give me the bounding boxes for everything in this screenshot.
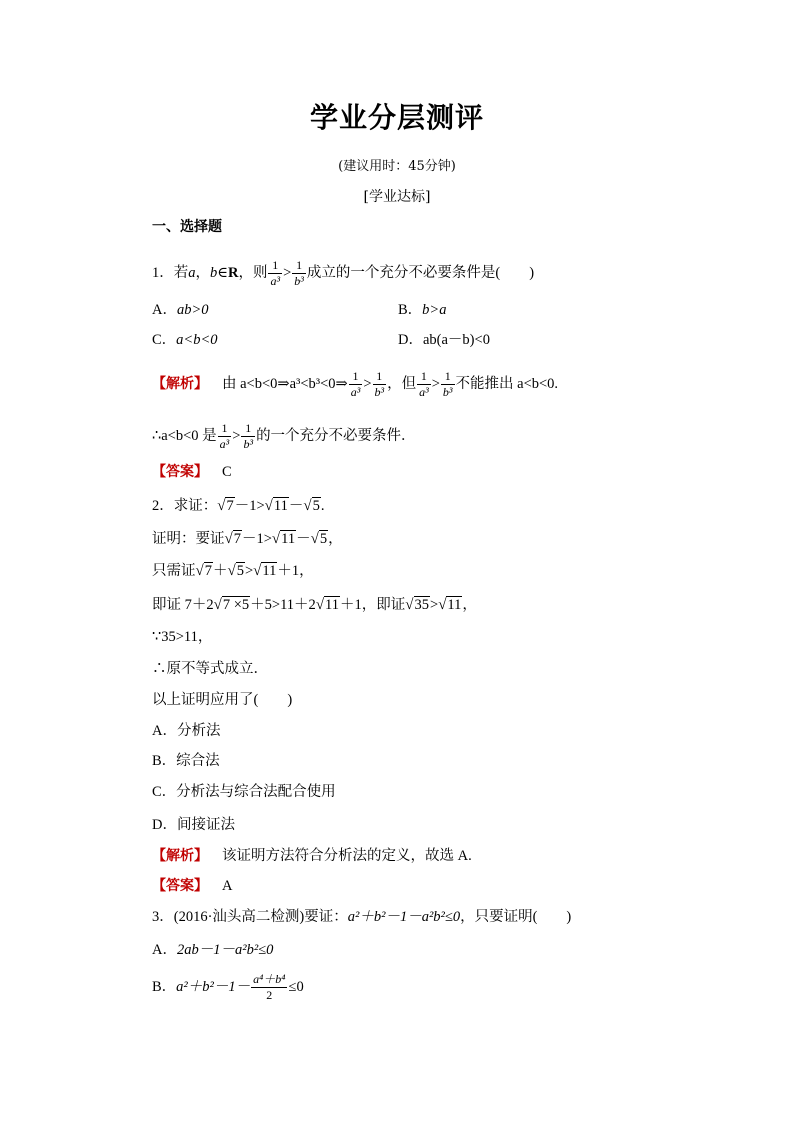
time-suggestion: (建议用时：45分钟) [338, 159, 456, 174]
q1-answer: 【答案】 C [152, 464, 232, 480]
q2-stem: 2．求证：√7－1>√11－√5. [152, 498, 325, 514]
q2-analysis: 【解析】 该证明方法符合分析法的定义，故选 A. [152, 848, 472, 864]
q2-question: 以上证明应用了( ) [152, 692, 293, 708]
answer-tag: 【答案】 [152, 464, 208, 480]
q3-option-a: A．2ab－1－a²b²≤0 [152, 942, 274, 958]
fraction: $\frac{1}{\text{a³}}$ [219, 421, 230, 451]
answer-tag: 【答案】 [152, 878, 208, 894]
q1-analysis: 【解析】 由 a<b<0⇒a³<b³<0⇒ $\frac{1}{\text{a³}}$ > $\frac{1}{\text{b³}}$ ，但 $\frac{1}{\text{a³}}$ > $\frac{1}{\text{b³}}$ 不能推出 a<b<0. [152, 369, 559, 399]
page-title: 学业分层测评 [309, 101, 484, 134]
fraction: $\frac{1}{\text{a³}}$ [419, 369, 429, 399]
q1-stem: 1．若a，b∈R，则 $\frac{1}{\text{a³}}$ > $\frac{1}{\text{b³}}$ 成立的一个充分不必要条件是( ) [152, 258, 535, 288]
q3-option-b: B．a²＋b²－1－ $\frac{\text{a⁴＋b⁴}}{2}$ ≤0 [152, 972, 304, 1002]
analysis-tag: 【解析】 [152, 375, 208, 392]
analysis-tag: 【解析】 [152, 848, 208, 864]
q2-proof-line-3: 即证 7＋2√7 ×5＋5>11＋2√11＋1，即证√35>√11， [152, 597, 477, 613]
fraction: $\frac{\text{a⁴＋b⁴}}{2}$ [253, 972, 286, 1002]
fraction: $\frac{1}{\text{a³}}$ [270, 258, 281, 288]
q3-stem: 3．(2016·汕头高二检测)要证：a²＋b²－1－a²b²≤0，只要证明( ) [152, 909, 572, 925]
q1-conclusion: ∴a<b<0 是 $\frac{1}{\text{a³}}$ > $\frac{1}{\text{b³}}$ 的一个充分不必要条件． [152, 421, 416, 451]
q1-option-d: D．ab(a－b)<0 [398, 332, 490, 348]
sqrt: √7 [217, 498, 234, 514]
q1-option-a: A．ab>0 [152, 302, 209, 318]
sqrt: √11 [264, 498, 288, 514]
fraction: $\frac{1}{\text{b³}}$ [442, 369, 453, 399]
q1-option-c: C．a<b<0 [152, 332, 218, 348]
q2-option-b: B．综合法 [152, 753, 220, 769]
fraction: $\frac{1}{\text{b³}}$ [243, 421, 254, 451]
q2-answer: 【答案】 A [152, 878, 233, 894]
part-heading: 一、选择题 [152, 219, 222, 235]
q2-option-a: A．分析法 [152, 723, 221, 739]
fraction: $\frac{1}{\text{b³}}$ [374, 369, 385, 399]
fraction: $\frac{1}{\text{a³}}$ [350, 369, 361, 399]
fraction: $\frac{1}{\text{b³}}$ [294, 258, 304, 288]
q2-proof-line-4: ∵35>11， [152, 629, 213, 645]
q2-option-d: D．间接证法 [152, 817, 235, 833]
q2-proof-line-2: 只需证√7＋√5>√11＋1， [152, 563, 314, 579]
q1-option-b: B．b>a [398, 302, 447, 318]
q2-option-c: C．分析法与综合法配合使用 [152, 784, 336, 800]
q2-proof-line-5: ∴原不等式成立． [152, 661, 268, 677]
q2-proof-line-1: 证明：要证√7－1>√11－√5， [152, 531, 343, 547]
sqrt: √5 [303, 498, 320, 514]
section-tag: [学业达标] [363, 189, 431, 205]
